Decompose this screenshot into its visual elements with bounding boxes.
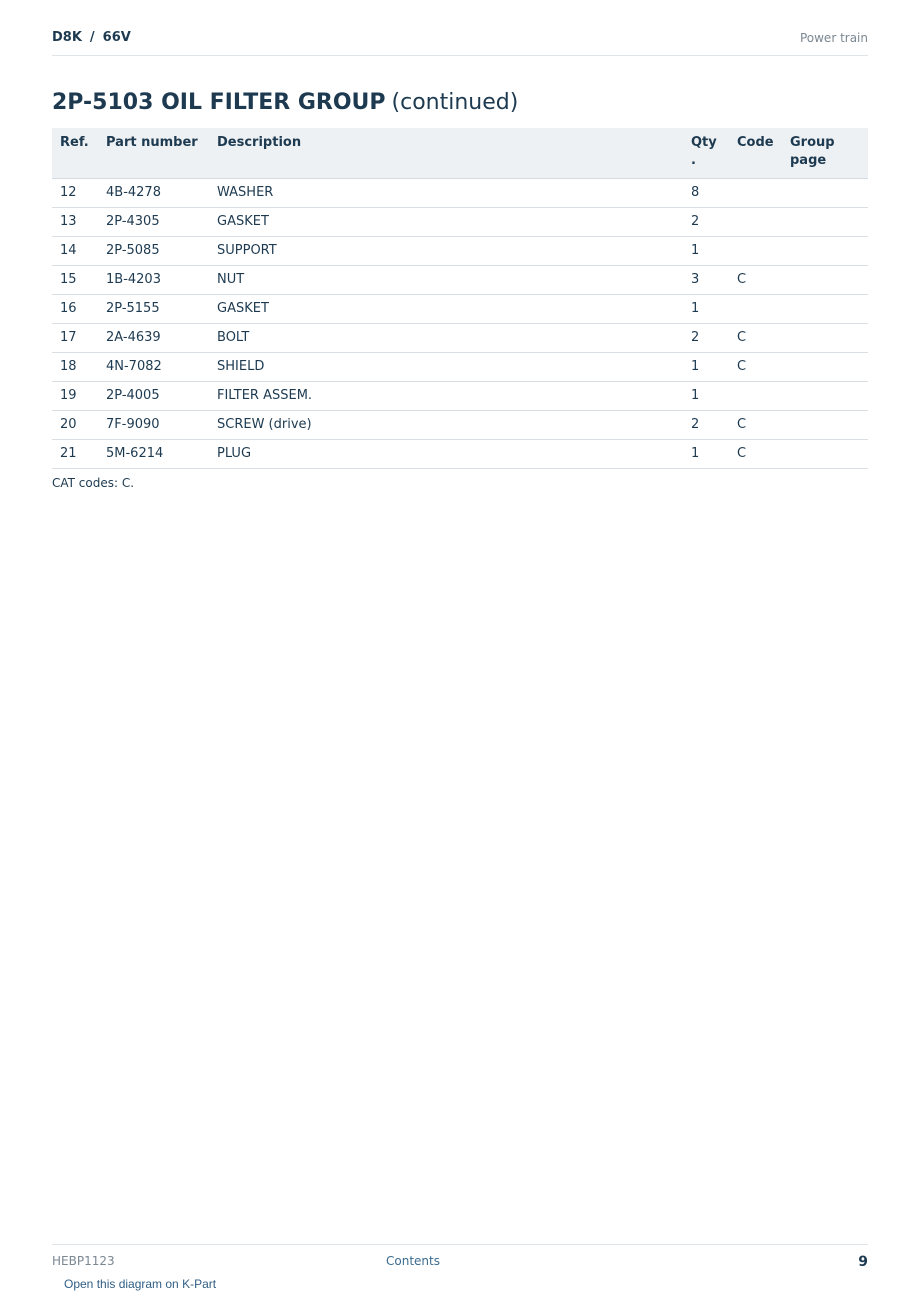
cell-group-page: [782, 266, 868, 295]
cell-code: C: [729, 411, 782, 440]
cell-code: [729, 208, 782, 237]
cell-qty: 1: [683, 440, 729, 469]
cell-code: C: [729, 324, 782, 353]
breadcrumb: [52, 30, 131, 45]
cell-qty: 1: [683, 353, 729, 382]
cell-part-number: 5M-6214: [98, 440, 209, 469]
cell-description: FILTER ASSEM.: [209, 382, 683, 411]
cell-code: C: [729, 440, 782, 469]
cell-ref: 19: [52, 382, 98, 411]
page-footer: [52, 1244, 868, 1273]
cell-part-number: 2P-5085: [98, 237, 209, 266]
open-in-kpart-link[interactable]: Open this diagram on K-Part: [64, 1277, 217, 1291]
cell-part-number: 2A-4639: [98, 324, 209, 353]
cell-group-page: [782, 179, 868, 208]
page-header: [52, 28, 868, 56]
cell-part-number: 4B-4278: [98, 179, 209, 208]
table-row: [52, 382, 868, 411]
breadcrumb-separator: /: [89, 30, 95, 45]
cell-qty: 1: [683, 237, 729, 266]
cell-ref: 12: [52, 179, 98, 208]
cell-code: [729, 237, 782, 266]
cell-description: GASKET: [209, 208, 683, 237]
col-header-part-number: Part number: [98, 128, 209, 179]
col-header-ref: Ref.: [52, 128, 98, 179]
col-header-code: Code: [729, 128, 782, 179]
col-header-group-page: Group page: [782, 128, 868, 179]
col-header-qty: Qty .: [683, 128, 729, 179]
table-header-row: [52, 128, 868, 179]
parts-table: [52, 128, 868, 469]
cell-ref: 20: [52, 411, 98, 440]
table-row: [52, 353, 868, 382]
table-row: [52, 266, 868, 295]
cell-group-page: [782, 237, 868, 266]
cell-description: NUT: [209, 266, 683, 295]
table-row: [52, 237, 868, 266]
cat-codes-note: CAT codes: C.: [52, 476, 135, 490]
cell-qty: 2: [683, 324, 729, 353]
cell-part-number: 2P-4005: [98, 382, 209, 411]
cell-qty: 8: [683, 179, 729, 208]
section-label: Power train: [799, 31, 868, 45]
cell-description: SHIELD: [209, 353, 683, 382]
cell-group-page: [782, 324, 868, 353]
cell-part-number: 2P-5155: [98, 295, 209, 324]
cell-qty: 2: [683, 208, 729, 237]
serial-label: 66V: [102, 30, 131, 45]
cell-ref: 14: [52, 237, 98, 266]
cell-ref: 13: [52, 208, 98, 237]
cell-group-page: [782, 411, 868, 440]
table-row: [52, 295, 868, 324]
cell-code: [729, 179, 782, 208]
table-row: [52, 179, 868, 208]
cell-description: WASHER: [209, 179, 683, 208]
cell-part-number: 1B-4203: [98, 266, 209, 295]
cell-ref: 21: [52, 440, 98, 469]
cell-group-page: [782, 353, 868, 382]
cell-code: [729, 295, 782, 324]
contents-link[interactable]: Contents: [386, 1254, 440, 1268]
cell-description: SUPPORT: [209, 237, 683, 266]
cell-part-number: 2P-4305: [98, 208, 209, 237]
group-title: 2P-5103 OIL FILTER GROUP: [52, 90, 386, 115]
page-number: 9: [858, 1254, 868, 1270]
page-title: [52, 89, 518, 117]
cell-code: [729, 382, 782, 411]
cell-part-number: 4N-7082: [98, 353, 209, 382]
cell-description: GASKET: [209, 295, 683, 324]
cell-qty: 1: [683, 295, 729, 324]
cell-group-page: [782, 295, 868, 324]
cell-qty: 2: [683, 411, 729, 440]
continued-label: (continued): [391, 90, 519, 115]
cell-group-page: [782, 382, 868, 411]
document-id: HEBP1123: [52, 1254, 115, 1268]
table-row: [52, 411, 868, 440]
cell-description: PLUG: [209, 440, 683, 469]
model-label: D8K: [52, 30, 82, 45]
cell-part-number: 7F-9090: [98, 411, 209, 440]
cell-code: C: [729, 353, 782, 382]
cell-group-page: [782, 440, 868, 469]
cell-group-page: [782, 208, 868, 237]
cell-description: BOLT: [209, 324, 683, 353]
cell-ref: 16: [52, 295, 98, 324]
cell-qty: 3: [683, 266, 729, 295]
cell-qty: 1: [683, 382, 729, 411]
table-row: [52, 324, 868, 353]
parts-table-body: [52, 179, 868, 469]
cell-ref: 17: [52, 324, 98, 353]
cell-description: SCREW (drive): [209, 411, 683, 440]
cell-ref: 18: [52, 353, 98, 382]
col-header-description: Description: [209, 128, 683, 179]
table-row: [52, 440, 868, 469]
cell-code: C: [729, 266, 782, 295]
table-row: [52, 208, 868, 237]
cell-ref: 15: [52, 266, 98, 295]
